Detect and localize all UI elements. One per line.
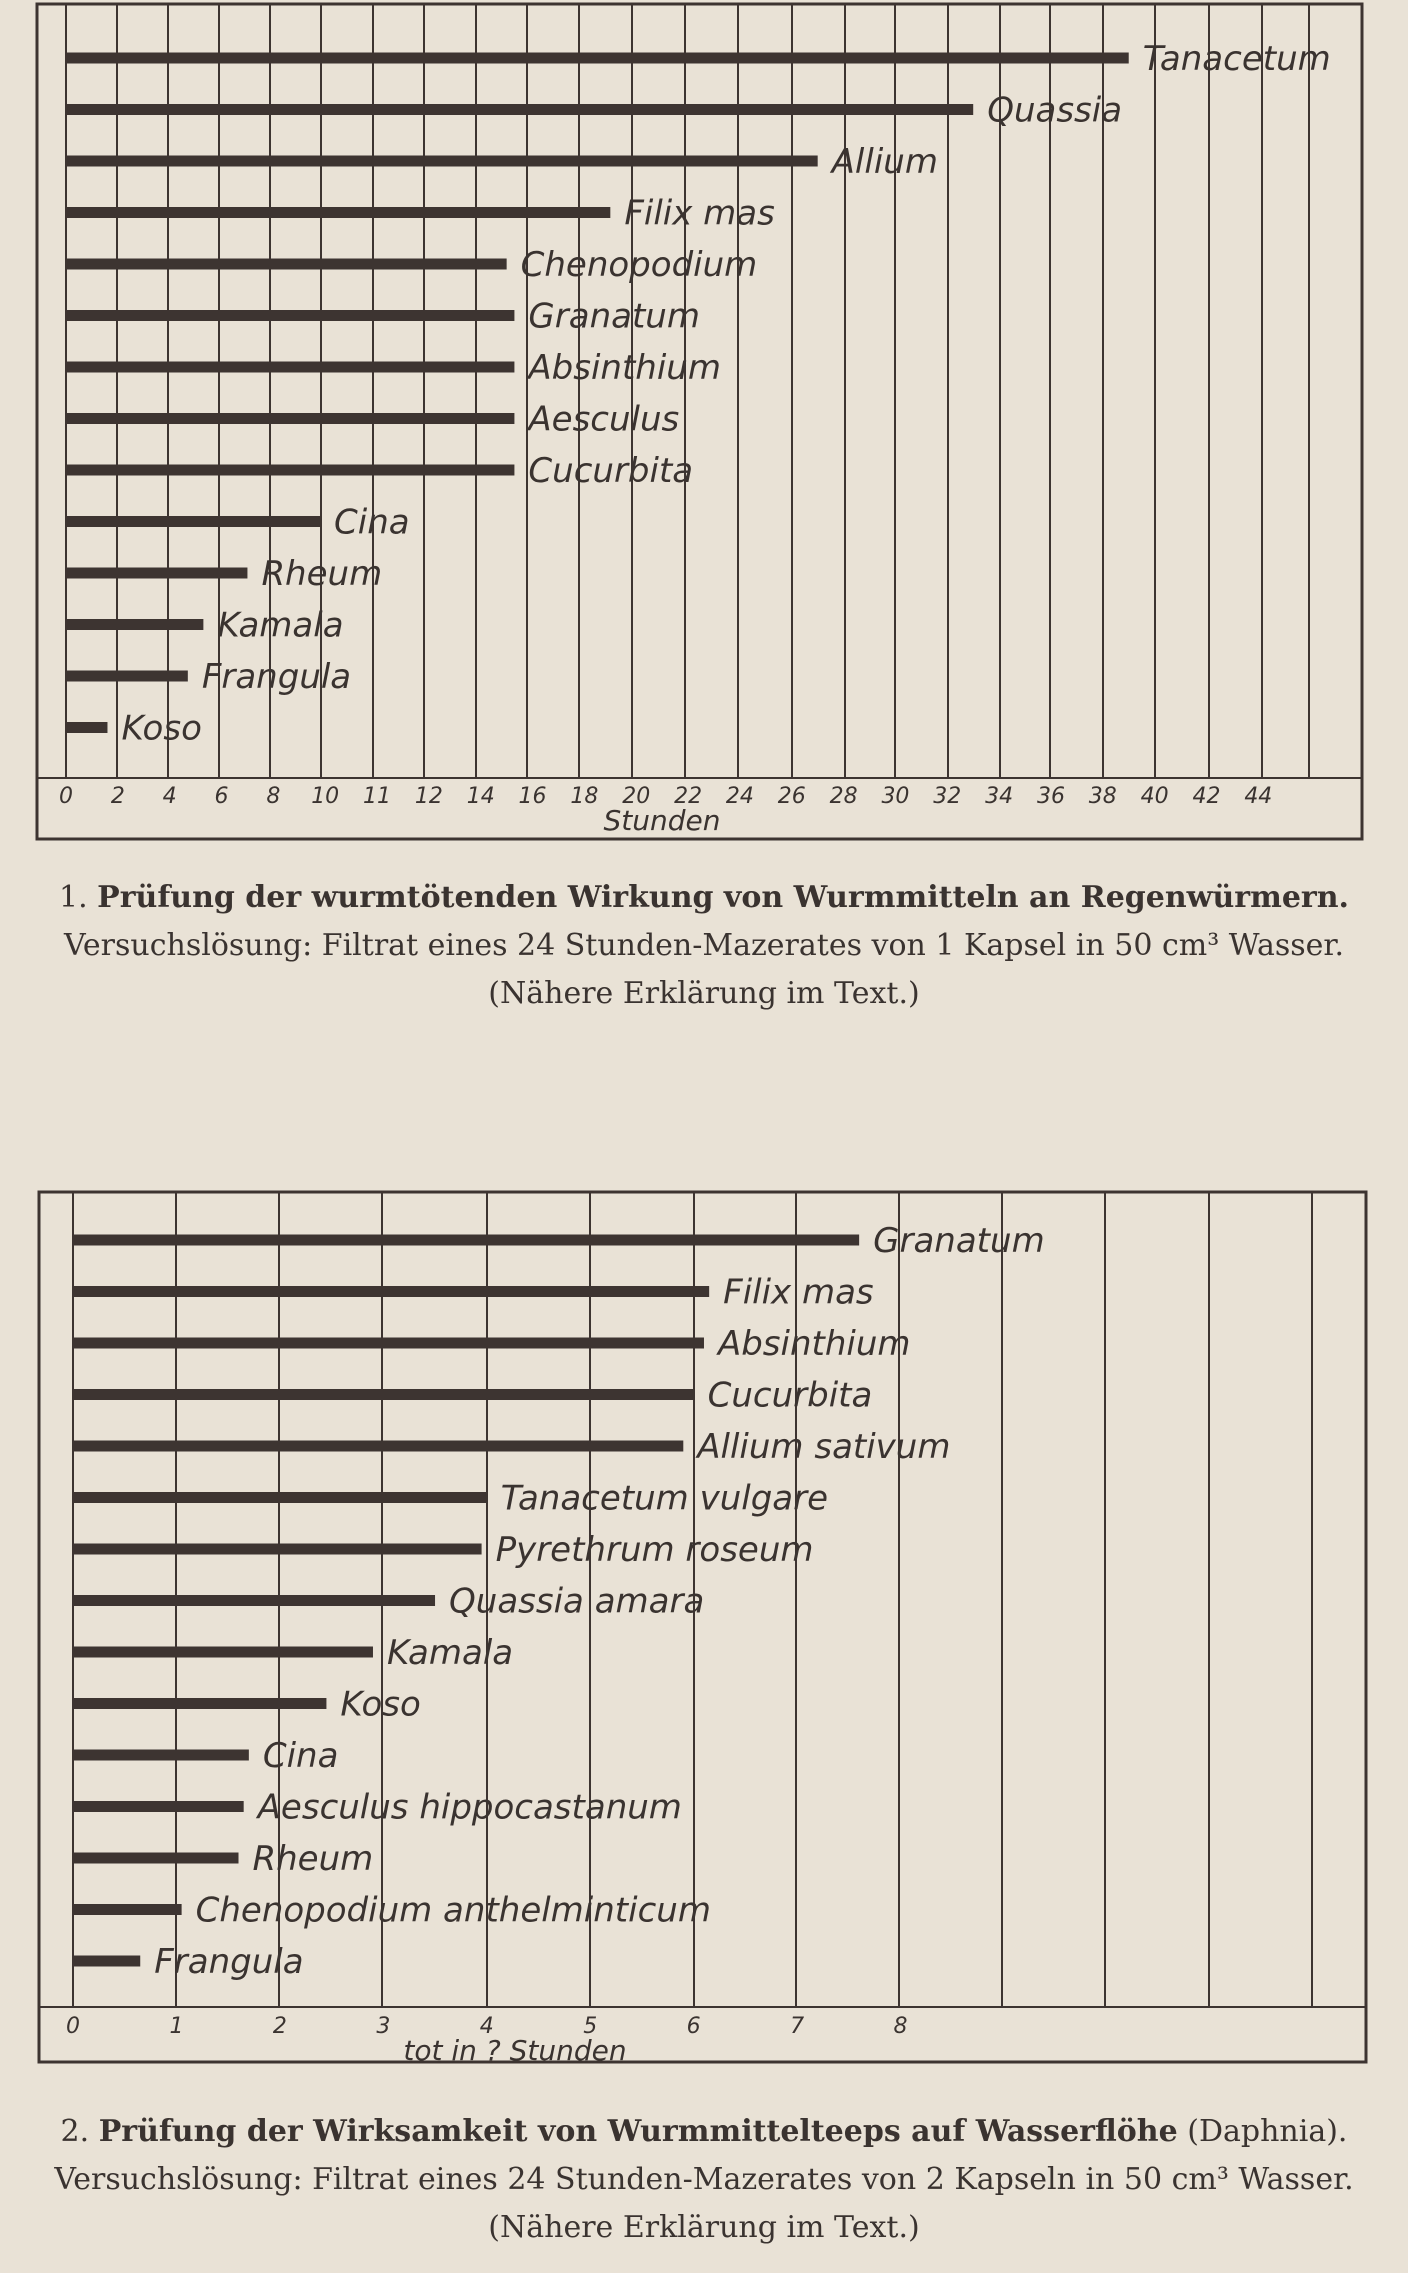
caption-2: [0, 2108, 1408, 2252]
caption-1-title: [0, 874, 1408, 922]
bar: [73, 1698, 326, 1709]
bar: [66, 465, 514, 476]
bar-label: Cucurbita: [528, 451, 694, 491]
bar: [66, 104, 973, 115]
bar-label: Cina: [334, 502, 410, 543]
caption-1-title-text: Prüfung der wurmtötenden Wirkung von Wurmmitteln an Regenwürmern.: [97, 880, 1349, 915]
x-tick-label: 7: [790, 2014, 805, 2039]
bar-label: Absinthium: [528, 348, 721, 388]
bar: [66, 259, 507, 270]
bar: [73, 1338, 704, 1349]
bar-label: Tanacetum vulgare: [500, 1478, 829, 1519]
caption-2-number: 2.: [60, 2114, 90, 2149]
x-tick-label: 34: [985, 784, 1014, 809]
x-tick-label: 0: [59, 784, 73, 809]
x-tick-label: 1: [169, 2014, 184, 2039]
x-tick-label: 16: [518, 784, 547, 809]
chart-2: [0, 1180, 1408, 2070]
bar-label: Rheum: [261, 554, 383, 594]
bar: [73, 1235, 859, 1246]
bar: [73, 1750, 249, 1761]
bar: [66, 310, 514, 321]
x-tick-label: 44: [1244, 784, 1273, 809]
bar: [66, 516, 320, 527]
x-tick-label: 4: [479, 2014, 494, 2039]
bar: [73, 1595, 435, 1606]
bar-label: Koso: [340, 1684, 421, 1725]
x-tick-label: 2: [110, 784, 125, 809]
bar-label: Cucurbita: [707, 1375, 873, 1416]
bar-label: Absinthium: [717, 1324, 911, 1364]
x-tick-label: 22: [674, 784, 703, 809]
x-tick-label: 3: [376, 2014, 391, 2039]
x-tick-label: 36: [1036, 784, 1065, 809]
bar-label: Aesculus hippocastanum: [257, 1787, 682, 1828]
x-tick-label: 12: [414, 784, 443, 809]
x-tick-label: 40: [1140, 784, 1169, 809]
bar: [73, 1492, 487, 1503]
x-tick-label: 18: [570, 784, 599, 809]
x-tick-label: 24: [725, 784, 754, 809]
bar-label: Cina: [262, 1736, 339, 1776]
bar: [73, 1853, 239, 1864]
x-tick-label: 8: [266, 784, 281, 809]
x-tick-label: 30: [881, 784, 910, 809]
bar-label: Chenopodium anthelminticum: [195, 1890, 711, 1931]
caption-1-line3: (Nähere Erklärung im Text.): [488, 976, 920, 1011]
bar-label: Quassia amara: [449, 1581, 705, 1622]
bar: [66, 671, 188, 682]
bar-label: Allium sativum: [697, 1427, 951, 1467]
bar-label: Chenopodium: [520, 245, 758, 285]
bar-label: Filix mas: [723, 1272, 874, 1313]
x-tick-label: 2: [272, 2014, 287, 2039]
chart-frame: [39, 1192, 1366, 2062]
bar-label: Pyrethrum roseum: [495, 1530, 814, 1570]
bar-label: Rheum: [252, 1839, 374, 1879]
bar: [73, 1544, 482, 1555]
bar-label: Quassia: [987, 90, 1123, 131]
bar-label: Tanacetum: [1142, 39, 1331, 79]
caption-2-line3: (Nähere Erklärung im Text.): [488, 2210, 920, 2245]
bar: [66, 568, 247, 579]
bar: [73, 1286, 709, 1297]
bar-label: Allium: [831, 142, 938, 182]
chart-1: [0, 0, 1408, 860]
x-tick-label: 26: [777, 784, 806, 809]
bar-label: Aesculus: [528, 399, 680, 440]
bar: [73, 1956, 140, 1967]
bar-label: Frangula: [154, 1942, 304, 1982]
bar: [73, 1801, 244, 1812]
x-tick-label: 14: [466, 784, 495, 809]
bar: [73, 1441, 683, 1452]
x-axis-title: Stunden: [603, 804, 721, 837]
bar: [73, 1904, 182, 1915]
bar-label: Kamala: [217, 605, 344, 646]
bar: [66, 53, 1129, 64]
bar: [73, 1389, 694, 1400]
x-tick-label: 6: [686, 2014, 701, 2039]
bar: [66, 362, 514, 373]
bar: [66, 722, 107, 733]
x-tick-label: 20: [622, 784, 651, 809]
x-tick-label: 11: [363, 784, 392, 809]
x-axis-title: tot in ? Stunden: [403, 2034, 627, 2067]
bar: [66, 619, 203, 630]
x-tick-label: 0: [66, 2014, 80, 2039]
bar: [66, 413, 514, 424]
bar: [66, 156, 818, 167]
x-tick-label: 38: [1088, 784, 1117, 809]
caption-2-title: [0, 2108, 1408, 2156]
caption-1: [0, 874, 1408, 1018]
bar: [66, 207, 610, 218]
bar-label: Koso: [121, 708, 202, 749]
bar: [73, 1647, 373, 1658]
caption-2-title-text: Prüfung der Wirksamkeit von Wurmmittelteeps auf Wasserflöhe: [98, 2114, 1178, 2149]
bar-label: Kamala: [386, 1633, 514, 1673]
caption-1-line2: Versuchslösung: Filtrat eines 24 Stunden-Mazerates von 1 Kapsel in 50 cm³ Wasser.: [63, 928, 1344, 963]
x-tick-label: 4: [162, 784, 177, 809]
x-tick-label: 42: [1192, 784, 1221, 809]
x-tick-label: 32: [933, 784, 962, 809]
bar-label: Granatum: [873, 1221, 1045, 1261]
x-tick-label: 6: [214, 784, 229, 809]
x-tick-label: 5: [583, 2014, 598, 2039]
x-tick-label: 28: [829, 784, 858, 809]
bar-label: Granatum: [528, 296, 700, 337]
bar-label: Frangula: [201, 657, 352, 697]
caption-2-title-suffix: (Daphnia).: [1187, 2114, 1348, 2149]
bar-label: Filix mas: [624, 193, 775, 234]
x-tick-label: 8: [893, 2014, 908, 2039]
caption-1-number: 1.: [59, 880, 88, 915]
caption-2-line2: Versuchslösung: Filtrat eines 24 Stunden-Mazerates von 2 Kapseln in 50 cm³ Wasser.: [54, 2162, 1354, 2197]
x-tick-label: 10: [311, 784, 340, 809]
